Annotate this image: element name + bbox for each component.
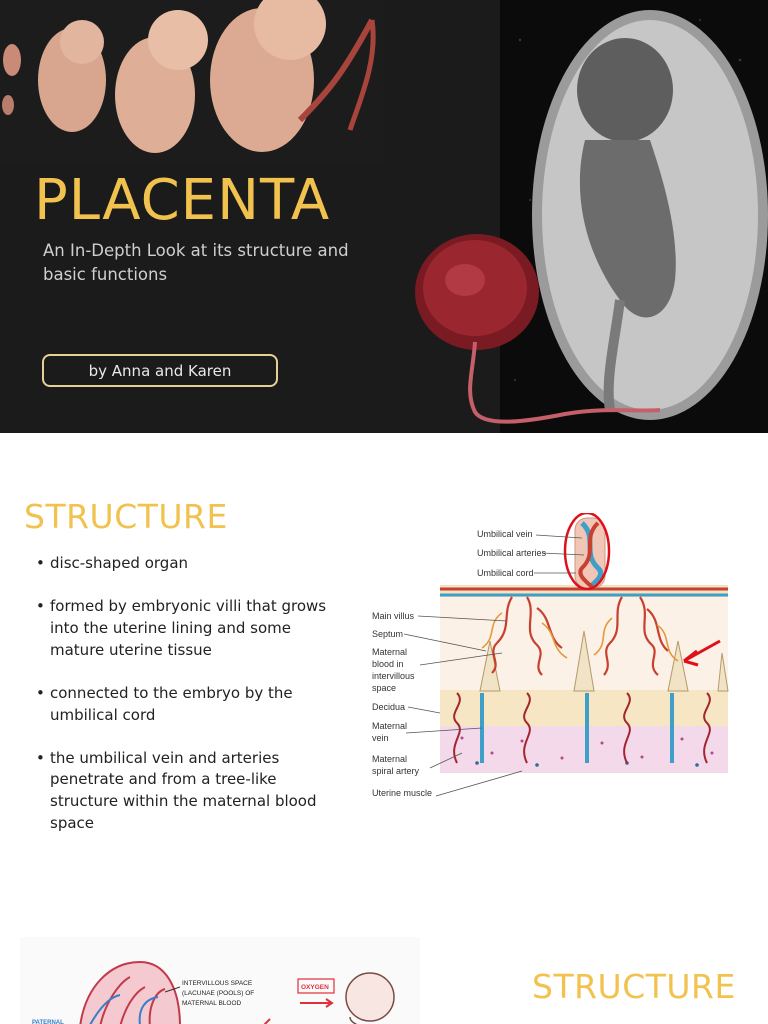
- slide-heading: STRUCTURE: [532, 967, 736, 1006]
- placenta-photo: [405, 222, 665, 433]
- structure-slide: [0, 433, 768, 905]
- diagram-label: Umbilical vein: [477, 529, 533, 539]
- diagram-label: OXYGEN: [301, 984, 329, 991]
- slide-heading: STRUCTURE: [24, 497, 228, 536]
- diagram-label: blood in: [372, 659, 404, 669]
- diagram-label: Decidua: [372, 702, 406, 712]
- diagram-label: Maternal: [372, 721, 408, 731]
- title: PLACENTA: [34, 168, 331, 233]
- diagram-label: spiral artery: [372, 766, 420, 776]
- diagram-label: vein: [372, 733, 389, 743]
- diagram-label: space: [372, 683, 397, 693]
- diagram-label: Maternal: [372, 647, 408, 657]
- diagram-label: intervillous: [372, 671, 415, 681]
- bullet-list: [36, 553, 336, 856]
- diagram-label: Umbilical cord: [477, 568, 534, 578]
- bullet-item: • formed by embryonic villi that grows into the uterine lining and some mature uterine tissue: [36, 596, 336, 661]
- diagram-label: Septum: [372, 629, 404, 639]
- diagram-label: MATERNAL BLOOD: [182, 1000, 242, 1007]
- byline-button[interactable]: by Anna and Karen: [42, 354, 278, 387]
- diagram-label: Maternal: [372, 754, 408, 764]
- structure-slide-2: [0, 905, 768, 1024]
- placenta-structure-diagram: [362, 513, 762, 813]
- bullet-item: • the umbilical vein and arteries penetrate and from a tree-like structure within the maternal blood space: [36, 748, 336, 835]
- fetal-development-photo: [0, 0, 384, 165]
- subtitle: An In-Depth Look at its structure and basic functions: [43, 241, 349, 284]
- diagram-label: Umbilical arteries: [477, 548, 547, 558]
- diagram-label: PATERNAL: [32, 1020, 64, 1024]
- placenta-sketch-diagram: [20, 937, 420, 1024]
- diagram-label: INTERVILLOUS SPACE: [182, 980, 253, 987]
- title-slide: [0, 0, 768, 433]
- bullet-item: • disc-shaped organ: [36, 553, 336, 575]
- diagram-label: (LACUNAE (POOLS) OF: [182, 990, 255, 997]
- diagram-label: Uterine muscle: [372, 788, 433, 798]
- bullet-item: • connected to the embryo by the umbilical cord: [36, 683, 336, 726]
- diagram-label: Main villus: [372, 611, 415, 621]
